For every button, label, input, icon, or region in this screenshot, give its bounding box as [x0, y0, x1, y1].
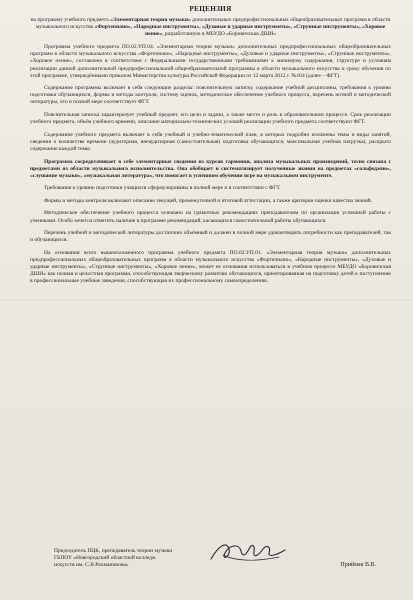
document-title: РЕЦЕНЗИЯ — [189, 5, 232, 13]
signer-organization: ГБПОУ «Новгородский областной колледж — [54, 554, 156, 561]
paragraph-literature: Перечень учебной и методической литературы достаточно объёмный и должен в полной мере удовлетворять потребности как преподавателей, так и обучающихся. — [30, 230, 391, 244]
signer-name: Приймак В.В. — [340, 562, 376, 568]
signer-organization-name: искусств им. С.В.Рахманинова» — [54, 561, 129, 568]
intro-subject: «Элементарная теория музыки» — [110, 17, 191, 23]
handwritten-signature — [205, 537, 291, 567]
signer-position: Председатель ПЦК, преподаватель теории музыки — [54, 548, 173, 554]
paragraph-requirements: Требования к уровню подготовки учащихся сформулированы в полной мере и в соответствии с ФГТ. — [44, 185, 281, 192]
paragraph-content: Содержание программы включает в себя следующие разделы: пояснительную записку, содержание учебной дисциплины, требования к уровню подготовки обучающихся, формы и методы контроля, систему оценок, методическое обеспечение учебного процесса, перечень нотной и методической литературы, что в полной мере соответствует ФГТ. — [30, 85, 391, 106]
intro-text-2: дополнительных предпрофессиональных общеобразовательных программ в области музыкального искусства — [35, 17, 391, 31]
document-intro — [30, 17, 391, 38]
paragraph-program: Программа учебного предмета ПО.02.УП.04. «Элементарная теория музыки» дополнительных предпрофессиональных общеобразовательных программ в области музыкального искусства «Фортепиано», «Народные инструменты», «Духовые и ударные инструменты», «Струнные инструменты», «Хоровое пение», составлена в соответствии с Федеральными государственными требованиями к минимуму содержания, структуре и условиям реализации данной дополнительной предпрофессиональной общеобразовательной программы в области музыкального искусства и сроку обучения по этой программе, утверждёнными приказом Министерства культуры Российской Федерации от 12 марта 2012 г. №164 (далее – ФГТ). — [30, 44, 391, 79]
paper-fold — [0, 300, 413, 301]
intro-text-1: на программу учебного предмета — [30, 17, 111, 23]
paragraph-curriculum: Содержание учебного предмета включает в себя учебный и учебно-тематический план, в которых подробно изложены темы и виды занятий, сведения о количестве времени (аудиторная, внеаудиторная (самостоятельная) подготовка обучающихся, максимальная учебная нагрузка), раскрыто содержание каждой темы. — [30, 131, 391, 152]
paragraph-conclusion: На основании всего вышеизложенного программа учебного предмета ПО.02.УП.01. «Элементарная теория музыки» дополнительных предпрофессиональных общеобразовательных программ в области музыкального искусства «Фортепиано», «Народные инструменты», «Духовые и ударные инструменты», «Струнные инструменты», «Хоровое пение», может ее основания использоваться в учебном процессе МБУДО «Боровичская ДШИ» как полная и целостная программа, способствующая творческому развитию обучающихся, ориентированная на подготовку детей к поступлению в профессиональные учебные заведения, способствующая их профессиональному самоопределению. — [30, 249, 391, 285]
intro-text-3: , разработанную в МБУДО «Боровичская ДШИ» — [162, 31, 277, 38]
intro-programs: «Фортепиано», «Народные инструменты», «Духовые и ударные инструменты», «Струнные инструменты», «Хоровое пение» — [94, 24, 386, 38]
paragraph-bold-summary: Программа сосредотачивает в себе элементарные сведения из курсов гармонии, анализа музыкальных произведений, тесно связана с предметами из области музыкального исполнительства. Она обобщает и систематизирует полученные знания на предметах «сольфеджио», «слушание музыки», «музыкальная литература», что помогает в успешном обучении игре на музыкальном инструменте. — [30, 158, 391, 179]
paragraph-control-forms: Формы и методы контроля включают описание текущей, промежуточной и итоговой аттестации, а также критерии оценки качества знаний. — [44, 197, 373, 204]
paragraph-explanatory-note: Пояснительная записка характеризует учебный предмет, его цели и задачи, а также место и роль в образовательном процессе. Срок реализации учебного предмета, объём учебного времени, описание материально-технических условий реализации учебного предмета соответствуют ФГТ. — [30, 112, 391, 126]
paragraph-methodology: Методическое обеспечение учебного процесса основано на грамотных рекомендациях преподавателям по организации успешной работы с учениками. Особо хочется отметить наличие в программе рекомендаций, касающихся самостоятельной работы обучающихся. — [30, 210, 391, 224]
